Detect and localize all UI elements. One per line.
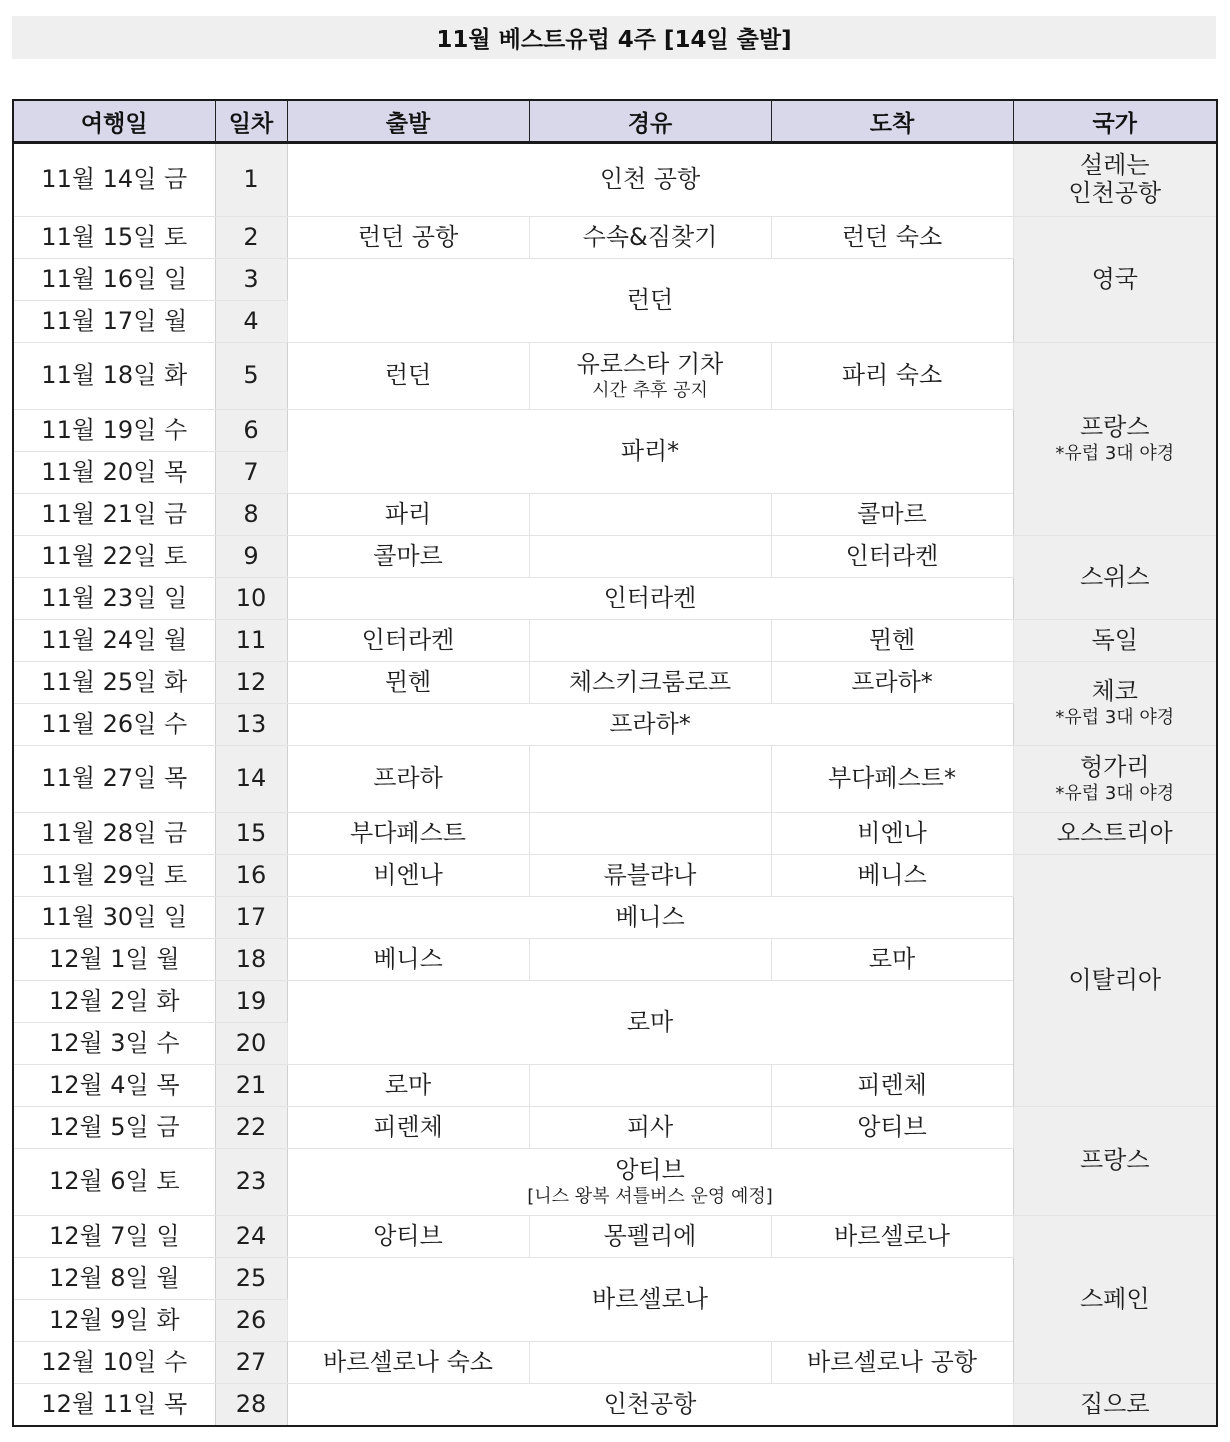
route-cell: 인천 공항	[287, 143, 1013, 217]
header-arrive: 도착	[771, 100, 1013, 143]
route-cell: 베니스	[287, 897, 1013, 939]
depart-cell: 파리	[287, 494, 529, 536]
route-cell: 런던	[287, 259, 1013, 343]
route-cell: 인터라켄	[287, 578, 1013, 620]
date-cell: 12월 2일 화	[13, 981, 215, 1023]
date-cell: 11월 15일 토	[13, 217, 215, 259]
day-cell: 22	[215, 1107, 287, 1149]
date-cell: 11월 23일 일	[13, 578, 215, 620]
arrive-cell: 콜마르	[771, 494, 1013, 536]
depart-cell: 앙티브	[287, 1216, 529, 1258]
day-cell: 4	[215, 301, 287, 343]
depart-cell: 부다페스트	[287, 813, 529, 855]
country-cell	[1013, 343, 1217, 536]
depart-cell: 비엔나	[287, 855, 529, 897]
country-label: 프랑스	[1079, 412, 1150, 441]
table-row	[13, 746, 1217, 813]
via-cell: 수속&짐찾기	[529, 217, 771, 259]
country-cell	[1013, 746, 1217, 813]
date-cell: 12월 10일 수	[13, 1342, 215, 1384]
country-cell: 스위스	[1013, 536, 1217, 620]
route-cell: 프라하*	[287, 704, 1013, 746]
date-cell: 11월 19일 수	[13, 410, 215, 452]
table-row	[13, 217, 1217, 259]
depart-cell: 콜마르	[287, 536, 529, 578]
date-cell: 12월 9일 화	[13, 1300, 215, 1342]
header-depart: 출발	[287, 100, 529, 143]
via-note: 시간 추후 공지	[592, 379, 708, 401]
date-cell: 12월 4일 목	[13, 1065, 215, 1107]
via-cell: 체스키크룸로프	[529, 662, 771, 704]
day-cell: 11	[215, 620, 287, 662]
route-label: 앙티브	[615, 1155, 685, 1184]
arrive-cell: 런던 숙소	[771, 217, 1013, 259]
day-cell: 24	[215, 1216, 287, 1258]
day-cell: 6	[215, 410, 287, 452]
day-cell: 19	[215, 981, 287, 1023]
country-cell: 독일	[1013, 620, 1217, 662]
day-cell: 1	[215, 143, 287, 217]
country-cell	[1013, 143, 1217, 217]
depart-cell: 프라하	[287, 746, 529, 813]
via-cell	[529, 813, 771, 855]
table-row	[13, 662, 1217, 704]
country-note: *유럽 3대 야경	[1055, 442, 1175, 464]
depart-cell: 인터라켄	[287, 620, 529, 662]
via-cell	[529, 536, 771, 578]
day-cell: 25	[215, 1258, 287, 1300]
itinerary-table	[12, 99, 1218, 1427]
route-cell: 인천공항	[287, 1384, 1013, 1427]
route-cell: 파리*	[287, 410, 1013, 494]
country-cell	[1013, 662, 1217, 746]
arrive-cell: 베니스	[771, 855, 1013, 897]
day-cell: 8	[215, 494, 287, 536]
day-cell: 14	[215, 746, 287, 813]
date-cell: 12월 1일 월	[13, 939, 215, 981]
country-note: *유럽 3대 야경	[1055, 782, 1175, 804]
depart-cell: 베니스	[287, 939, 529, 981]
day-cell: 15	[215, 813, 287, 855]
day-cell: 23	[215, 1149, 287, 1216]
day-cell: 20	[215, 1023, 287, 1065]
table-row	[13, 813, 1217, 855]
date-cell: 11월 25일 화	[13, 662, 215, 704]
country-label: 설레는 인천공항	[1068, 151, 1162, 207]
header-date: 여행일	[13, 100, 215, 143]
date-cell: 11월 17일 월	[13, 301, 215, 343]
table-row	[13, 1216, 1217, 1258]
via-cell	[529, 494, 771, 536]
via-cell: 류블랴나	[529, 855, 771, 897]
arrive-cell: 앙티브	[771, 1107, 1013, 1149]
country-cell: 오스트리아	[1013, 813, 1217, 855]
header-via: 경유	[529, 100, 771, 143]
country-label: 체코	[1091, 677, 1138, 706]
day-cell: 9	[215, 536, 287, 578]
table-row	[13, 620, 1217, 662]
date-cell: 12월 6일 토	[13, 1149, 215, 1216]
date-cell: 12월 8일 월	[13, 1258, 215, 1300]
day-cell: 21	[215, 1065, 287, 1107]
date-cell: 11월 24일 월	[13, 620, 215, 662]
via-cell	[529, 746, 771, 813]
date-cell: 11월 26일 수	[13, 704, 215, 746]
arrive-cell: 부다페스트*	[771, 746, 1013, 813]
depart-cell: 런던 공항	[287, 217, 529, 259]
date-cell: 11월 16일 일	[13, 259, 215, 301]
table-row	[13, 143, 1217, 217]
country-cell: 프랑스	[1013, 1107, 1217, 1216]
page-title: 11월 베스트유럽 4주 [14일 출발]	[12, 16, 1216, 59]
arrive-cell: 바르셀로나	[771, 1216, 1013, 1258]
day-cell: 12	[215, 662, 287, 704]
date-cell: 11월 29일 토	[13, 855, 215, 897]
table-row	[13, 343, 1217, 410]
route-cell	[287, 1149, 1013, 1216]
table-row	[13, 1107, 1217, 1149]
arrive-cell: 인터라켄	[771, 536, 1013, 578]
depart-cell: 런던	[287, 343, 529, 410]
country-cell: 집으로	[1013, 1384, 1217, 1427]
depart-cell: 바르셀로나 숙소	[287, 1342, 529, 1384]
day-cell: 10	[215, 578, 287, 620]
via-cell: 몽펠리에	[529, 1216, 771, 1258]
country-label: 헝가리	[1079, 752, 1150, 781]
date-cell: 11월 21일 금	[13, 494, 215, 536]
via-cell	[529, 620, 771, 662]
via-cell	[529, 343, 771, 410]
day-cell: 3	[215, 259, 287, 301]
day-cell: 27	[215, 1342, 287, 1384]
day-cell: 7	[215, 452, 287, 494]
via-cell	[529, 1065, 771, 1107]
via-cell	[529, 939, 771, 981]
route-note: [니스 왕복 셔틀버스 운영 예정]	[527, 1185, 773, 1207]
route-cell: 로마	[287, 981, 1013, 1065]
date-cell: 11월 30일 일	[13, 897, 215, 939]
depart-cell: 뮌헨	[287, 662, 529, 704]
header-row	[13, 100, 1217, 143]
table-row	[13, 855, 1217, 897]
date-cell: 12월 3일 수	[13, 1023, 215, 1065]
date-cell: 11월 20일 목	[13, 452, 215, 494]
date-cell: 11월 14일 금	[13, 143, 215, 217]
day-cell: 28	[215, 1384, 287, 1427]
via-label: 유로스타 기차	[576, 349, 724, 378]
day-cell: 26	[215, 1300, 287, 1342]
date-cell: 11월 18일 화	[13, 343, 215, 410]
arrive-cell: 바르셀로나 공항	[771, 1342, 1013, 1384]
country-note: *유럽 3대 야경	[1055, 707, 1175, 728]
day-cell: 16	[215, 855, 287, 897]
header-country: 국가	[1013, 100, 1217, 143]
country-cell: 영국	[1013, 217, 1217, 343]
depart-cell: 로마	[287, 1065, 529, 1107]
arrive-cell: 비엔나	[771, 813, 1013, 855]
route-cell: 바르셀로나	[287, 1258, 1013, 1342]
arrive-cell: 뮌헨	[771, 620, 1013, 662]
day-cell: 2	[215, 217, 287, 259]
arrive-cell: 파리 숙소	[771, 343, 1013, 410]
day-cell: 13	[215, 704, 287, 746]
via-cell: 피사	[529, 1107, 771, 1149]
day-cell: 17	[215, 897, 287, 939]
date-cell: 12월 7일 일	[13, 1216, 215, 1258]
via-cell	[529, 1342, 771, 1384]
date-cell: 11월 28일 금	[13, 813, 215, 855]
table-row	[13, 536, 1217, 578]
header-day: 일차	[215, 100, 287, 143]
date-cell: 12월 11일 목	[13, 1384, 215, 1427]
date-cell: 11월 27일 목	[13, 746, 215, 813]
day-cell: 18	[215, 939, 287, 981]
date-cell: 12월 5일 금	[13, 1107, 215, 1149]
date-cell: 11월 22일 토	[13, 536, 215, 578]
arrive-cell: 피렌체	[771, 1065, 1013, 1107]
day-cell: 5	[215, 343, 287, 410]
country-cell: 이탈리아	[1013, 855, 1217, 1107]
country-cell: 스페인	[1013, 1216, 1217, 1384]
table-row	[13, 1384, 1217, 1427]
depart-cell: 피렌체	[287, 1107, 529, 1149]
arrive-cell: 로마	[771, 939, 1013, 981]
arrive-cell: 프라하*	[771, 662, 1013, 704]
